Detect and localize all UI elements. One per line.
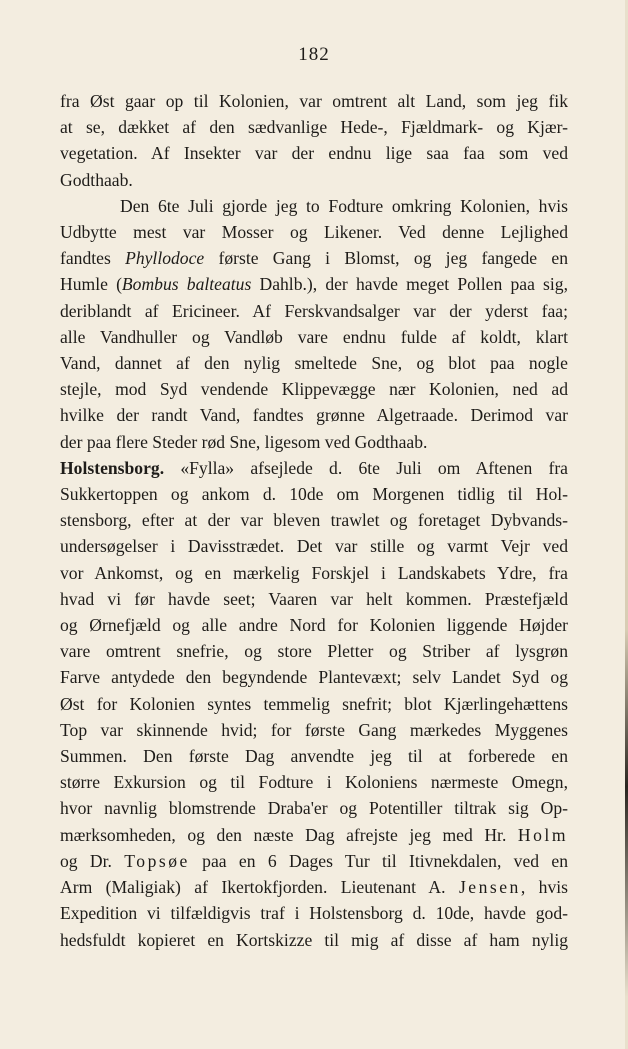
text-line: Den 6te Juli gjorde jeg to Fodture omkring Kolonien, hvis: [120, 195, 568, 216]
text-line: [60, 874, 568, 900]
species-name: Phyllodoce: [125, 248, 205, 269]
text-run: , hvis: [520, 877, 568, 898]
text-line: vare omtrent snefrie, og store Pletter og Striber af lysgrøn: [60, 641, 568, 662]
text-line: Expedition vi tilfældigvis traf i Holstensborg d. 10de, havde god-: [60, 903, 568, 924]
text-line: Summen. Den første Dag anvendte jeg til at forberede en: [60, 746, 568, 767]
person-name: Jensen: [458, 877, 521, 898]
text-run: paa en 6 Dages Tur til Itivnekdalen, ved en: [189, 850, 569, 871]
text-line: [60, 245, 568, 271]
text-line: hvad vi før havde seet; Vaaren var helt kommen. Præstefjæld: [60, 588, 568, 609]
text-line: større Exkursion og til Fodture i Koloniens nærmeste Omegn,: [60, 772, 568, 793]
species-name: Bombus balteatus: [121, 274, 252, 295]
text-line: fra Øst gaar op til Kolonien, var omtrent alt Land, som jeg fik: [60, 91, 568, 111]
text-line: og Ørnefjæld og alle andre Nord for Kolonien liggende Højder: [60, 615, 568, 636]
text-block: [60, 88, 568, 953]
text-line: [60, 271, 568, 297]
text-run: «Fylla» afsejlede d. 6te Juli om Aftenen fra: [164, 457, 568, 478]
text-line: stensborg, efter at der var bleven trawlet og foretaget Dybvands-: [60, 510, 568, 531]
text-run: Arm (Maligiak) af Ikertokfjorden. Lieutenant A.: [60, 877, 459, 898]
section-heading: Holstensborg.: [60, 457, 165, 478]
text-line: Farve antydede den begyndende Plantevæxt; selv Landet Syd og: [60, 667, 568, 688]
text-line: hvilke der randt Vand, fandtes grønne Algetraade. Derimod var: [60, 405, 568, 426]
text-run: og Dr.: [60, 850, 125, 871]
text-line: Udbytte mest var Mosser og Likener. Ved denne Lejlighed: [60, 222, 568, 243]
text-run: mærksomheden, og den næste Dag afrejste jeg med Hr.: [60, 824, 518, 845]
text-line: vor Ankomst, og en mærkelig Forskjel i Landskabets Ydre, fra: [60, 562, 568, 583]
text-line: stejle, mod Syd vendende Klippevægge nær Kolonien, ned ad: [60, 379, 568, 400]
text-line: [60, 848, 568, 874]
text-line: Øst for Kolonien syntes temmelig snefrit; blot Kjærlingehættens: [60, 693, 568, 714]
text-line: Godthaab.: [60, 169, 133, 190]
text-line: hedsfuldt kopieret en Kortskizze til mig af disse af ham nylig: [60, 929, 568, 950]
text-run: fandtes: [60, 248, 126, 269]
text-line: at se, dækket af den sædvanlige Hede-, Fjældmark- og Kjær-: [60, 117, 568, 138]
text-line: Vand, dannet af den nylig smeltede Sne, og blot paa nogle: [60, 353, 568, 374]
text-line: hvor navnlig blomstrende Draba'er og Potentiller tiltrak sig Op-: [60, 798, 568, 819]
text-run: Dahlb.), der havde meget Pollen paa sig,: [251, 274, 568, 295]
text-run: første Gang i Blomst, og jeg fangede en: [204, 248, 568, 269]
text-line: der paa flere Steder rød Sne, ligesom ved Godthaab.: [60, 431, 428, 452]
text-line: undersøgelser i Davisstrædet. Det var stille og varmt Vejr ved: [60, 536, 568, 557]
text-line: alle Vandhuller og Vandløb vare endnu fulde af koldt, klart: [60, 326, 568, 347]
text-line: Sukkertoppen og ankom d. 10de om Morgenen tidlig til Hol-: [60, 484, 568, 505]
text-run: Humle (: [60, 274, 122, 295]
text-line: [60, 455, 568, 481]
person-name: Holm: [517, 824, 568, 845]
text-line: Top var skinnende hvid; for første Gang mærkedes Myggenes: [60, 719, 568, 740]
text-line: deriblandt af Ericineer. Af Ferskvandsalger var der yderst faa;: [60, 300, 568, 321]
person-name: Topsøe: [124, 850, 190, 871]
text-line: vegetation. Af Insekter var der endnu lige saa faa som ved: [60, 143, 568, 164]
text-line: [60, 822, 568, 848]
page-number: 182: [298, 44, 330, 65]
